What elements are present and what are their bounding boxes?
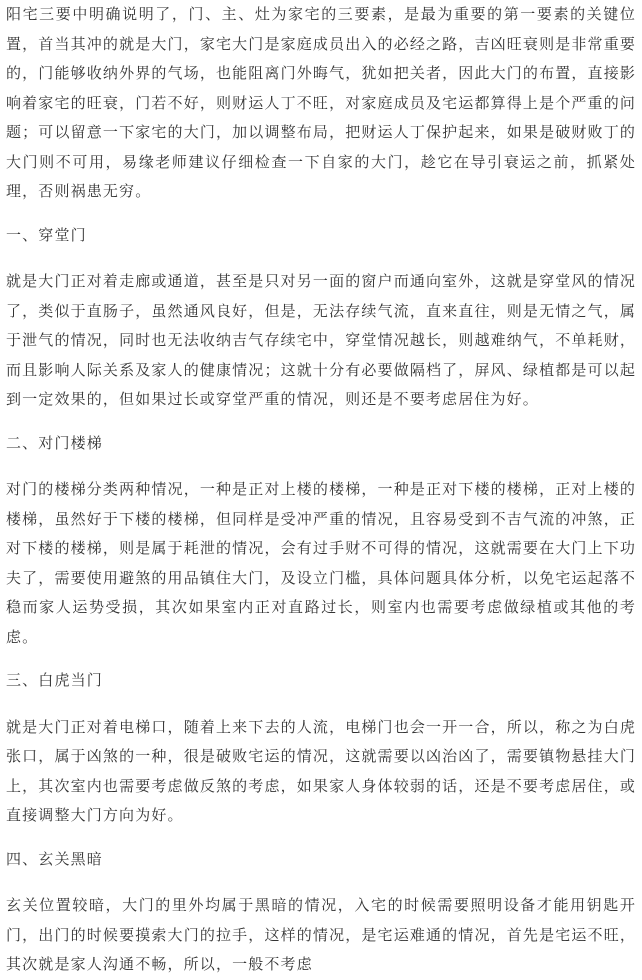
section-heading-3: 三、白虎当门 [6,671,103,689]
section-body-1: 就是大门正对着走廊或通道，甚至是只对另一面的窗户而通向室外，这就是穿堂风的情况了，类似于直肠子，虽然通风良好，但是，无法存续气流，直来直往，则是无情之气，属于泄气的情况，同时也无法收纳吉气存续宅中，穿堂情况越长，则越难纳气，不单耗财，而且影响人际关系及家人的健康情况；这就十分有必要做隔档了，屏风、绿植都是可以起到一定效果的，但如果过长或穿堂严重的情况，则还是不要考虑居住为好。 [6,272,636,408]
intro-paragraph: 阳宅三要中明确说明了，门、主、灶为家宅的三要素，是最为重要的第一要素的关键位置，首当其冲的就是大门，家宅大门是家庭成员出入的必经之路，吉凶旺衰则是非常重要的，门能够收纳外界的气场，也能阻离门外晦气，犹如把关者，因此大门的布置，直接影响着家宅的旺衰，门若不好，则财运人丁不旺，对家庭成员及宅运都算得上是个严重的问题；可以留意一下家宅的大门，加以调整布局，把财运人丁保护起来，如果是破财败丁的大门则不可用，易缘老师建议仔细检查一下自家的大门，趁它在导引衰运之前，抓紧处理，否则祸患无穷。 [6,5,636,200]
section-heading-4: 四、玄关黑暗 [6,849,103,868]
section-body-4: 玄关位置较暗，大门的里外均属于黑暗的情况，入宅的时候需要照明设备才能用钥匙开门，出门的时候要摸索大门的拉手，这样的情况，是宅运难通的情况，首先是宅运不旺，其次就是家人沟通不畅，所以，一般不考虑 [6,896,636,973]
section-body-2: 对门的楼梯分类两种情况，一种是正对上楼的楼梯，一种是正对下楼的楼梯，正对上楼的楼梯，虽然好于下楼的楼梯，但同样是受冲严重的情况，且容易受到不吉气流的冲煞，正对下楼的楼梯，则是属于耗泄的情况，会有过手财不可得的情况，这就需要在大门上下功夫了，需要使用避煞的用品镇住大门，及设立门槛，具体问题具体分析，以免宅运起落不稳而家人运势受损，其次如果室内正对直路过长，则室内也需要考虑做绿植或其他的考虑。 [6,480,636,646]
section-body-3: 就是大门正对着电梯口，随着上来下去的人流，电梯门也会一开一合，所以，称之为白虎张口，属于凶煞的一种，很是破败宅运的情况，这就需要以凶治凶了，需要镇物悬挂大门上，其次室内也需要考虑做反煞的考虑，如果家人身体较弱的话，还是不要考虑居住，或直接调整大门方向为好。 [6,717,636,824]
section-heading-2: 二、对门楼梯 [6,433,103,452]
section-heading-1: 一、穿堂门 [6,225,87,244]
